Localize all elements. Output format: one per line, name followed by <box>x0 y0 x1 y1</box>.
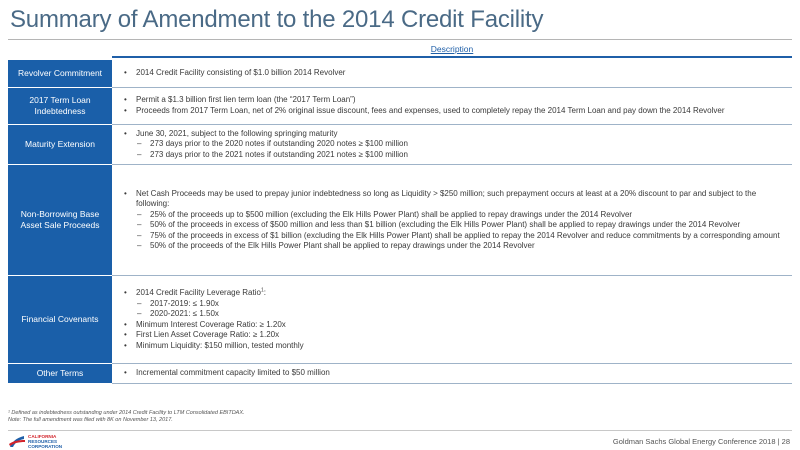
page-title: Summary of Amendment to the 2014 Credit Facility <box>10 6 544 33</box>
item-suffix: : <box>263 288 266 297</box>
row-content <box>112 276 792 364</box>
list-item <box>122 288 784 299</box>
footer-divider <box>8 430 792 431</box>
table-row <box>8 165 792 276</box>
item-list <box>122 68 784 79</box>
row-content <box>112 60 792 87</box>
table-row <box>8 87 792 124</box>
row-label: Revolver Commitment <box>8 60 112 87</box>
list-item <box>122 368 784 379</box>
item-text: 25% of the proceeds up to $500 million (excluding the Elk Hills Power Plant) shall be applied to repay drawings under the 2014 Revolver <box>150 209 633 219</box>
item-text: 50% of the proceeds of the Elk Hills Power Plant shall be applied to repay drawings under the 2014 Revolver <box>150 241 535 250</box>
item-text: 75% of the proceeds in excess of $1 billion (excluding the Elk Hills Power Plant) shall be applied to repay the 2014 Revolver and reduce commitments by a corresponding amount <box>150 230 780 240</box>
logo-line-1: CALIFORNIA <box>28 433 57 439</box>
item-text: Incremental commitment capacity limited to $50 million <box>136 368 330 378</box>
list-item <box>122 68 784 79</box>
table-row <box>8 276 792 364</box>
list-item <box>122 341 784 352</box>
row-content <box>112 87 792 124</box>
list-item <box>122 330 784 341</box>
row-content <box>112 165 792 276</box>
logo-wordmark <box>28 434 62 449</box>
item-text: 2014 Credit Facility Leverage Ratio <box>136 288 261 297</box>
description-header-label: Description <box>430 44 474 54</box>
sub-item <box>122 210 784 221</box>
sub-item <box>122 231 784 242</box>
item-list <box>122 189 784 252</box>
item-list <box>122 288 784 351</box>
page-number: 28 <box>781 437 790 446</box>
item-text: June 30, 2021, subject to the following springing maturity <box>136 128 338 138</box>
item-text: First Lien Asset Coverage Ratio: ≥ 1.20x <box>136 330 280 339</box>
sub-item <box>122 309 784 320</box>
footnote-marker: 1 <box>260 287 264 294</box>
item-list <box>122 368 784 379</box>
item-text: 2017-2019: ≤ 1.90x <box>150 298 219 308</box>
sub-item <box>122 220 784 231</box>
table-row <box>8 124 792 165</box>
description-header <box>112 43 792 58</box>
list-item <box>122 129 784 140</box>
item-text: 273 days prior to the 2021 notes if outstanding 2021 notes ≥ $100 million <box>150 149 408 159</box>
footnotes <box>8 410 245 424</box>
item-list <box>122 129 784 161</box>
list-item <box>122 95 784 106</box>
item-list <box>122 95 784 116</box>
item-text: Proceeds from 2017 Term Loan, net of 2% original issue discount, fees and expenses, used to completely repay the 2014 Term Loan and pay down the 2014 Revolver <box>136 105 725 115</box>
title-divider <box>8 39 792 40</box>
logo-line-3: CORPORATION <box>28 443 63 449</box>
list-item <box>122 189 784 210</box>
row-label: 2017 Term Loan Indebtedness <box>8 87 112 124</box>
footnote-note: Note: The full amendment was filed with 8K on November 13, 2017. <box>8 417 173 423</box>
sub-item <box>122 241 784 252</box>
row-label: Maturity Extension <box>8 124 112 165</box>
list-item <box>122 106 784 117</box>
amendment-summary-table <box>8 60 792 384</box>
table-body <box>8 60 792 384</box>
table-row <box>8 60 792 87</box>
row-content <box>112 124 792 165</box>
row-label: Financial Covenants <box>8 276 112 364</box>
sub-item <box>122 139 784 150</box>
item-text: Net Cash Proceeds may be used to prepay junior indebtedness so long as Liquidity > $250 million; such prepayment occurs at least at a 20% discount to par and subject to the following: <box>136 188 757 208</box>
row-label: Non-Borrowing Base Asset Sale Proceeds <box>8 165 112 276</box>
item-text: Permit a $1.3 billion first lien term loan (the “2017 Term Loan”) <box>136 95 356 104</box>
sub-item <box>122 299 784 310</box>
california-shape-icon <box>8 434 26 448</box>
row-label: Other Terms <box>8 364 112 384</box>
footnote-1: ¹ Defined as indebtedness outstanding under 2014 Credit Facility to LTM Consolidated EBITDAX. <box>8 410 245 416</box>
item-text: 273 days prior to the 2020 notes if outstanding 2020 notes ≥ $100 million <box>150 139 408 148</box>
conference-name: Goldman Sachs Global Energy Conference 2018 <box>612 437 776 446</box>
company-logo <box>8 433 68 449</box>
footer-info <box>613 437 790 446</box>
sub-item <box>122 150 784 161</box>
item-text: 2020-2021: ≤ 1.50x <box>150 309 219 318</box>
item-text: Minimum Liquidity: $150 million, tested monthly <box>136 340 304 350</box>
item-text: 50% of the proceeds in excess of $500 million and less than $1 billion (excluding the Elk Hills Power Plant) shall be applied to repay drawings under the 2014 Revolver <box>150 220 741 229</box>
list-item <box>122 320 784 331</box>
footer-separator: | <box>777 437 780 446</box>
table-row <box>8 364 792 384</box>
logo-line-2: RESOURCES <box>28 438 58 444</box>
row-content <box>112 364 792 384</box>
item-text: 2014 Credit Facility consisting of $1.0 billion 2014 Revolver <box>136 68 346 77</box>
item-text: Minimum Interest Coverage Ratio: ≥ 1.20x <box>136 319 286 329</box>
